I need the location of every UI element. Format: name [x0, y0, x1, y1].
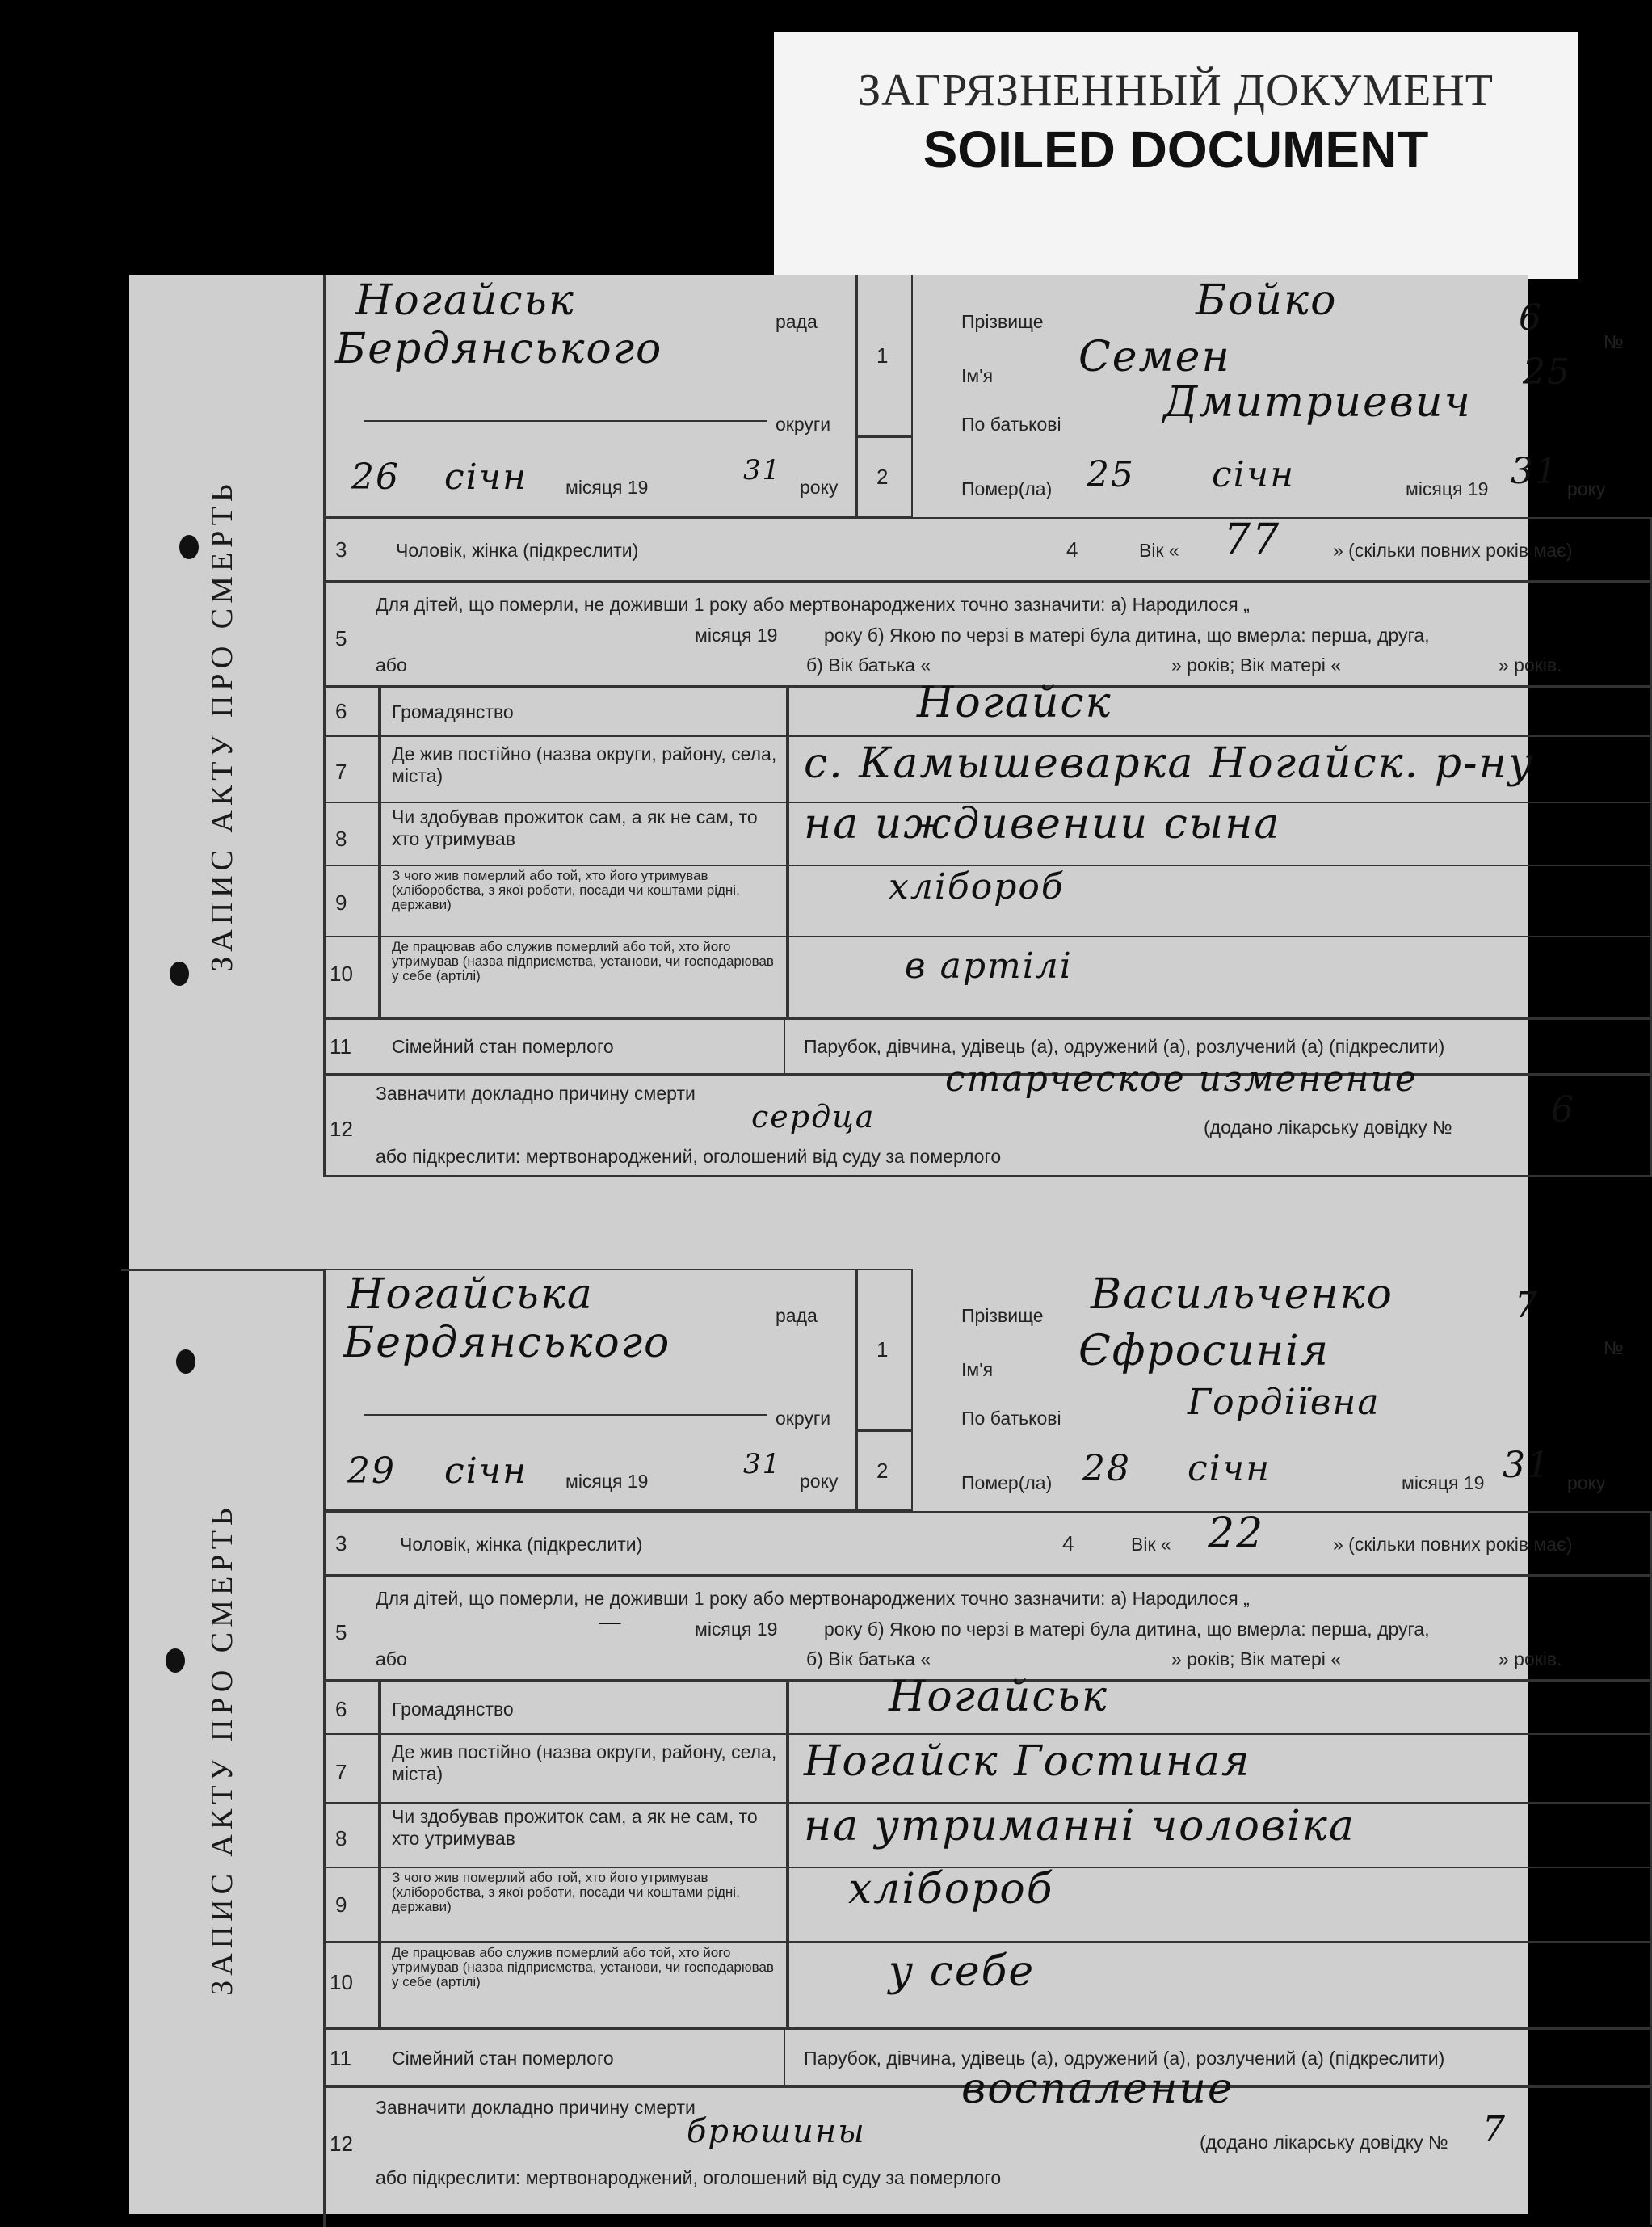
death-month-label: місяця 19	[1402, 1472, 1485, 1493]
patronymic-value: Дмитриевич	[1163, 378, 1472, 427]
death-year: 31	[1511, 451, 1559, 492]
row-8-num: 8	[335, 1826, 347, 1850]
row-divider	[323, 1941, 1652, 1943]
surname-note: 6	[1519, 297, 1543, 339]
soiled-document-stamp	[774, 32, 1578, 279]
row-divider	[323, 1733, 1652, 1735]
row-5-line-3d: » років.	[1499, 1648, 1562, 1669]
reg-day: 29	[347, 1450, 396, 1492]
rayon-value: Бердянського	[343, 1319, 671, 1367]
name-value: Єфросинія	[1078, 1327, 1330, 1375]
stamp-en: SOILED DOCUMENT	[923, 120, 1429, 179]
name-note: 25	[1523, 352, 1571, 393]
support-value: на утриманні чоловіка	[804, 1802, 1356, 1850]
rada-label: рада	[776, 311, 818, 332]
side-title-box	[121, 275, 326, 1177]
row-8-num: 8	[335, 827, 347, 851]
okrug-line	[364, 1414, 767, 1416]
row-divider	[784, 2028, 785, 2086]
row-8-label: Чи здобував прожиток сам, а як не сам, то хто утримував	[392, 1806, 758, 1849]
row-9-label: З чого жив померлий або той, хто його утримував (хліборобства, з якої роботи, посади чи коштами рідні, держави)	[392, 1870, 740, 1914]
row-6-num: 6	[335, 1697, 347, 1721]
side-title: ЗАПИС АКТУ ПРО СМЕРТЬ	[205, 479, 239, 972]
stamp-ru: ЗАГРЯЗНЕННЫЙ ДОКУМЕНТ	[858, 65, 1494, 116]
death-label: Помер(ла)	[961, 478, 1053, 499]
row-divider	[784, 1018, 785, 1075]
death-day: 28	[1082, 1448, 1131, 1489]
row-5-line-3c: » років; Вік матері «	[1171, 655, 1342, 676]
reg-month-label: місяця 19	[565, 477, 649, 498]
surname-label: Прізвище	[961, 1305, 1044, 1326]
death-day: 25	[1087, 454, 1135, 495]
cert-no: 7	[1482, 2109, 1507, 2150]
workplace-value: в артілі	[905, 945, 1073, 987]
reg-year-label: року	[800, 477, 839, 498]
row-5-num: 5	[335, 626, 347, 650]
row-5-line-2: місяця 19	[695, 1619, 778, 1640]
number-label: №	[1604, 331, 1624, 352]
row-7-num: 7	[335, 1760, 347, 1784]
cert-no: 6	[1551, 1089, 1575, 1130]
age-label: Вік «	[1131, 1534, 1171, 1555]
row-6-num: 6	[335, 699, 347, 723]
age-label: Вік «	[1139, 540, 1179, 561]
side-title: ЗАПИС АКТУ ПРО СМЕРТЬ	[205, 1502, 239, 1996]
row-12-num: 12	[330, 2132, 353, 2156]
row-12-label: Завначити докладно причину смерти	[376, 2097, 696, 2118]
rada-label: рада	[776, 1305, 818, 1326]
death-month: січн	[1212, 454, 1296, 495]
row-5-dash: —	[598, 1608, 624, 1636]
workplace-value: у себе	[889, 1947, 1036, 1996]
row-11-label: Сімейний стан померлого	[392, 2048, 614, 2069]
cert-label: (додано лікарську довідку №	[1204, 1117, 1452, 1138]
row-10-num: 10	[330, 1970, 353, 1994]
row-9-num: 9	[335, 890, 347, 915]
number-label: №	[1604, 1337, 1624, 1358]
support-value: на иждивении сына	[804, 800, 1281, 848]
death-label: Помер(ла)	[961, 1472, 1053, 1493]
reg-year: 31	[743, 1448, 782, 1480]
reg-year: 31	[743, 454, 782, 486]
row-divider	[323, 735, 1652, 737]
row-2-num: 2	[876, 465, 889, 489]
surname-value: Васильченко	[1091, 1270, 1393, 1319]
row-2-num: 2	[876, 1459, 889, 1483]
row-5-line-3b: б) Вік батька «	[806, 655, 931, 676]
row-11-num: 11	[330, 2046, 351, 2070]
row-9-num: 9	[335, 1892, 347, 1917]
surname-label: Прізвище	[961, 311, 1044, 332]
row-9-label: З чого жив померлий або той, хто його утримував (хліборобства, з якої роботи, посади чи коштами рідні, держави)	[392, 868, 740, 912]
marital-options: Парубок, дівчина, удівець (а), одружений (а), розлучений (а) (підкреслити)	[804, 1036, 1445, 1057]
row-5-line-3d: » років.	[1499, 655, 1562, 676]
cause-1: воспаление	[961, 2065, 1234, 2113]
age-value: 22	[1208, 1509, 1265, 1558]
row-10-num: 10	[330, 962, 353, 986]
age-value: 77	[1224, 516, 1281, 564]
row-12-foot: або підкреслити: мертвонароджений, оголошений від суду за померлого	[376, 2167, 1002, 2188]
livelihood-value: хлібороб	[889, 866, 1065, 907]
row-8-label: Чи здобував прожиток сам, а як не сам, то хто утримував	[392, 806, 758, 849]
patronymic-label: По батькові	[961, 1408, 1061, 1429]
marital-options: Парубок, дівчина, удівець (а), одружений (а), розлучений (а) (підкреслити)	[804, 2048, 1445, 2069]
row-11-num: 11	[330, 1034, 351, 1059]
cause-2: брюшины	[687, 2113, 866, 2150]
row-6-label: Громадянство	[392, 1699, 514, 1720]
row-10-label: Де працював або служив померлий або той, хто його утримував (назва підприємства, установи, чи господарював у себе (артілі)	[392, 1945, 774, 1989]
row-5-line-2: місяця 19	[695, 625, 778, 646]
row-5-line-3c: » років; Вік матері «	[1171, 1648, 1342, 1669]
row-12-num: 12	[330, 1117, 353, 1141]
surname-value: Бойко	[1196, 276, 1338, 325]
reg-month-label: місяця 19	[565, 1471, 649, 1492]
row-5-line-1: Для дітей, що померли, не доживши 1 року або мертвонароджених точно зазначити: а) Народилося „	[376, 1588, 1250, 1609]
cause-1: старческое изменение	[945, 1059, 1418, 1100]
row-6-label: Громадянство	[392, 701, 514, 722]
cert-label: (додано лікарську довідку №	[1200, 2132, 1448, 2153]
okrug-line	[364, 420, 767, 422]
row-5-line-2b: року б) Якою по черзі в матері була дитина, що вмерла: перша, друга,	[824, 625, 1430, 646]
row-5-line-2b: року б) Якою по черзі в матері була дитина, що вмерла: перша, друга,	[824, 1619, 1430, 1640]
rayon-value: Бердянського	[335, 325, 663, 373]
name-label: Ім'я	[961, 365, 994, 386]
death-year-label: року	[1567, 478, 1606, 499]
residence-value: Ногайск Гостиная	[804, 1737, 1251, 1786]
row-divider	[323, 936, 1652, 937]
side-title-box	[121, 1269, 326, 2227]
reg-day: 26	[351, 457, 400, 498]
row-1-num: 1	[876, 343, 889, 368]
surname-note: 7	[1515, 1285, 1539, 1326]
row-5-line-3: або	[376, 1648, 407, 1669]
okrug-label: округи	[776, 414, 831, 435]
rada-value: Ногайська	[347, 1270, 594, 1319]
citizenship-value: Ногайск	[917, 679, 1112, 727]
death-record-1	[121, 275, 1624, 1177]
death-month: січн	[1188, 1448, 1272, 1489]
row-12-label: Завначити докладно причину смерти	[376, 1083, 696, 1104]
row-7-label: Де жив постійно (назва округи, району, села, міста)	[392, 1741, 777, 1784]
row-7-num: 7	[335, 760, 347, 784]
row-7-label: Де жив постійно (назва округи, району, села, міста)	[392, 743, 777, 786]
name-label: Ім'я	[961, 1359, 994, 1380]
sex-label: Чоловік, жінка (підкреслити)	[396, 540, 639, 561]
death-month-label: місяця 19	[1406, 478, 1489, 499]
row-5-line-3b: б) Вік батька «	[806, 1648, 931, 1669]
row-1-num: 1	[876, 1337, 889, 1362]
row-5-line-3: або	[376, 655, 407, 676]
cause-2: сердца	[751, 1099, 876, 1135]
livelihood-value: хлібороб	[848, 1865, 1054, 1913]
row-3-num: 3	[335, 537, 347, 562]
row-5-line-1: Для дітей, що померли, не доживши 1 року або мертвонароджених точно зазначити: а) Народилося „	[376, 594, 1250, 615]
patronymic-label: По батькові	[961, 414, 1061, 435]
name-value: Семен	[1078, 333, 1231, 381]
citizenship-value: Ногайськ	[889, 1673, 1108, 1721]
death-year-label: року	[1567, 1472, 1606, 1493]
reg-month: січн	[444, 1450, 528, 1492]
row-5-num: 5	[335, 1620, 347, 1644]
row-3-num: 3	[335, 1531, 347, 1556]
sex-label: Чоловік, жінка (підкреслити)	[400, 1534, 643, 1555]
death-year: 31	[1503, 1445, 1551, 1486]
age-tail: » (скільки повних років має)	[1333, 540, 1573, 561]
reg-month: січн	[444, 457, 528, 498]
row-11-label: Сімейний стан померлого	[392, 1036, 614, 1057]
row-4-num: 4	[1062, 1531, 1074, 1556]
row-10-label: Де працював або служив померлий або той, хто його утримував (назва підприємства, установи, чи господарював у себе (артілі)	[392, 939, 774, 983]
patronymic-value: Гордіївна	[1188, 1382, 1381, 1423]
row-4-num: 4	[1066, 537, 1078, 562]
okrug-label: округи	[776, 1408, 831, 1429]
age-tail: » (скільки повних років має)	[1333, 1534, 1573, 1555]
death-record-2	[121, 1269, 1624, 2225]
residence-value: с. Камышеварка Ногайск. р-ну	[804, 739, 1534, 788]
row-12-foot: або підкреслити: мертвонароджений, оголошений від суду за померлого	[376, 1146, 1002, 1167]
rada-value: Ногайськ	[355, 276, 575, 325]
reg-year-label: року	[800, 1471, 839, 1492]
